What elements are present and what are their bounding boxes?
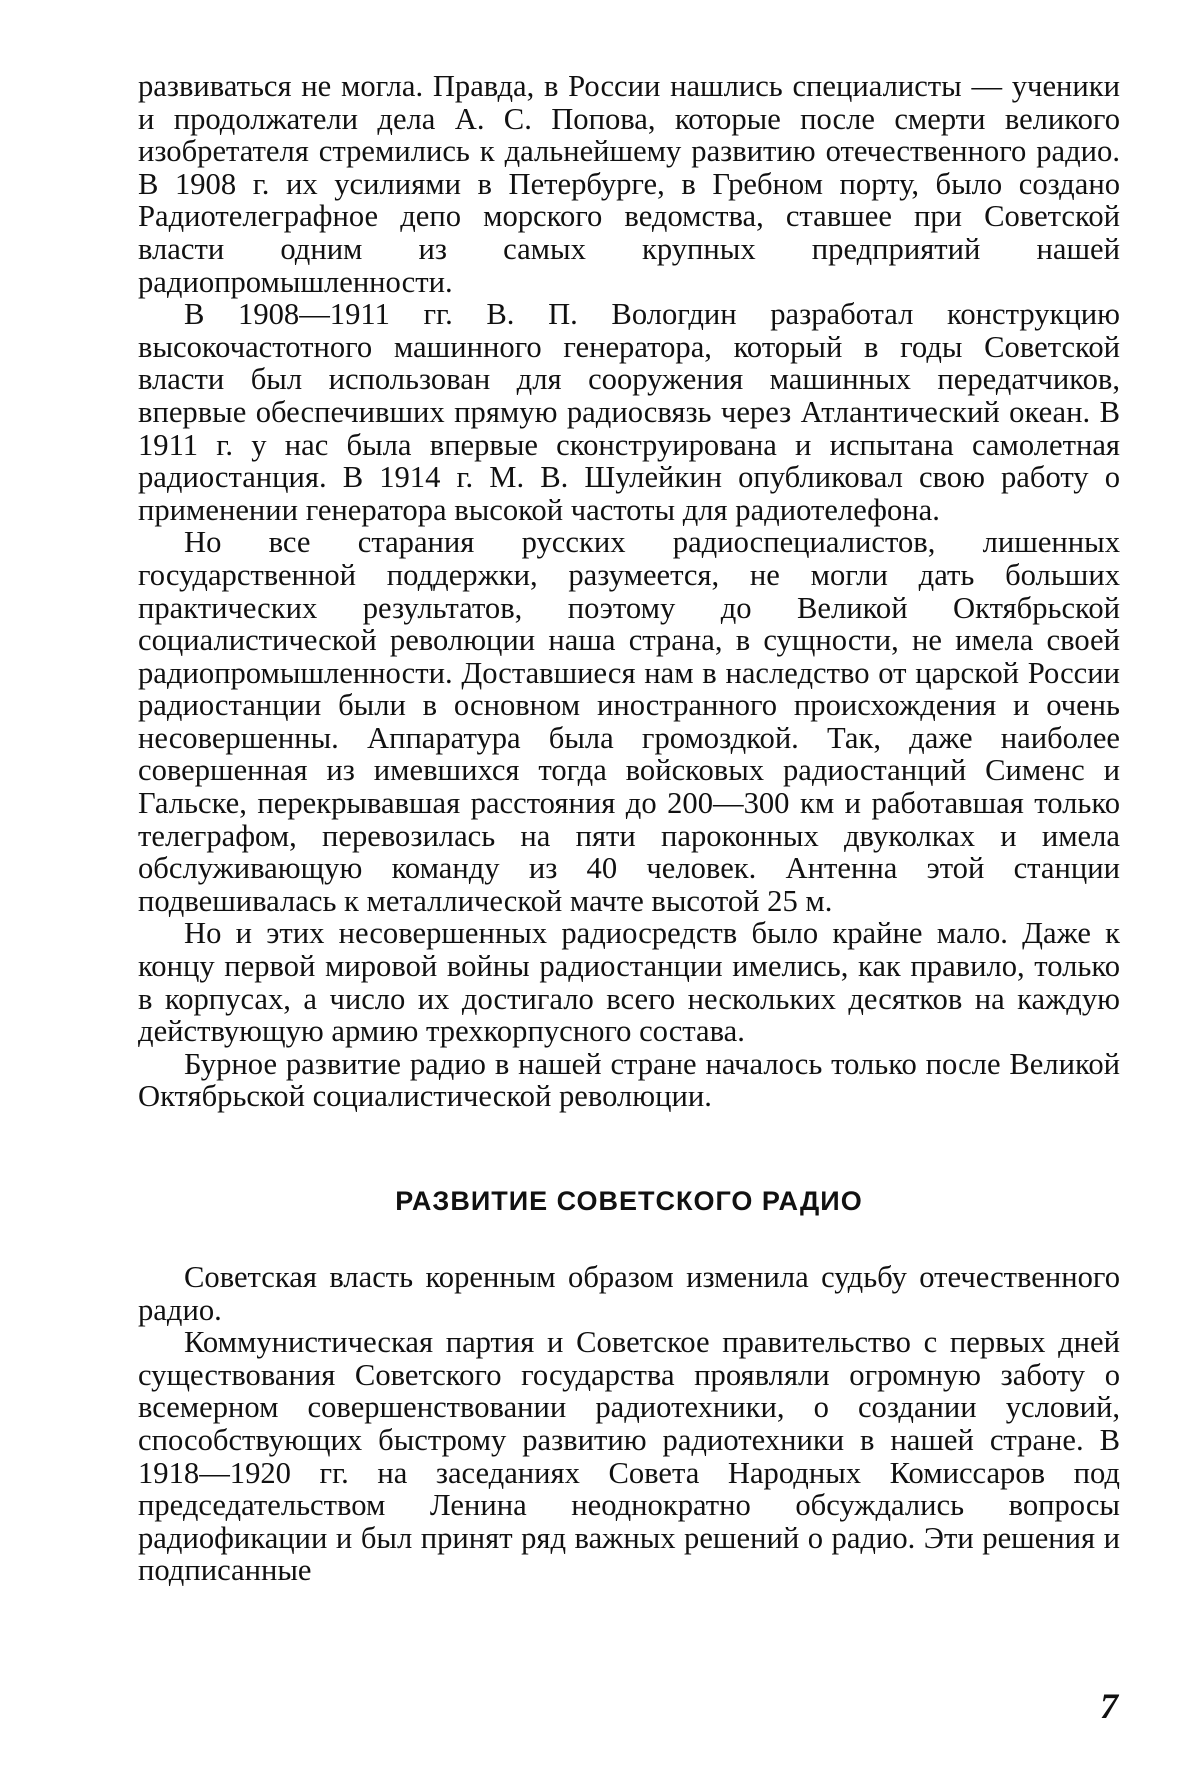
paragraph-scarcity: Но и этих несовершенных радиосредств было крайне мало. Даже к концу первой мировой войны радиостанции имелись, как правило, только в корпусах, а число их достигало всего нескольких десятков на каждую действующую армию трехкорпусного состава. bbox=[138, 916, 1120, 1049]
section-heading: РАЗВИТИЕ СОВЕТСКОГО РАДИО bbox=[395, 1186, 863, 1216]
body-text bbox=[138, 70, 1120, 1587]
paragraph-vologdin: В 1908—1911 гг. В. П. Вологдин разработал конструкцию высокочастотного машинного генератора, который в годы Советской власти был использован для сооружения машинных передатчиков, впервые обеспечивших прямую радиосвязь через Атлантический океан. В 1911 г. у нас была впервые сконструирована и испытана самолетная радиостанция. В 1914 г. М. В. Шулейкин опубликовал свою работу о применении генератора высокой частоты для радиотелефона. bbox=[138, 297, 1120, 527]
paragraph-efforts: Но все старания русских радиоспециалистов, лишенных государственной поддержки, разумеется, не могли дать больших практических результатов, поэтому до Великой Октябрьской социалистической революции наша страна, в сущности, не имела своей радиопромышленности. Доставшиеся нам в наследство от царской России радиостанции были в основном иностранного происхождения и очень несовершенны. Аппаратура была громоздкой. Так, даже наиболее совершенная из имевшихся тогда войсковых радиостанций Сименс и Гальске, перекрывавшая расстояния до 200—300 км и работавшая только телеграфом, перевозилась на пяти пароконных двуколках и имела обслуживающую команду из 40 человек. Антенна этой станции подвешивалась к металлической мачте высотой 25 м. bbox=[138, 525, 1120, 918]
paragraph-soviet-power: Советская власть коренным образом изменила судьбу отечественного радио. bbox=[138, 1260, 1120, 1327]
page-number: 7 bbox=[1100, 1686, 1118, 1726]
paragraph-continuation: развиваться не могла. Правда, в России нашлись специалисты — ученики и продолжатели дела А. С. Попова, которые после смерти великого изобретателя стремились к дальнейшему развитию отечественного радио. В 1908 г. их усилиями в Петербурге, в Гребном порту, было создано Радиотелеграфное депо морского ведомства, ставшее при Советской власти одним из самых крупных предприятий нашей радиопромышленности. bbox=[138, 69, 1120, 299]
paragraph-communist-party: Коммунистическая партия и Советское правительство с первых дней существования Советского государства проявляли огромную заботу о всемерном совершенствовании радиотехники, о создании условий, способствующих быстрому развитию радиотехники в нашей стране. В 1918—1920 гг. на заседаниях Совета Народных Комиссаров под председательством Ленина неоднократно обсуждались вопросы радиофикации и был принят ряд важных решений о радио. Эти решения и подписанные bbox=[138, 1325, 1120, 1588]
paragraph-rapid-development: Бурное развитие радио в нашей стране началось только после Великой Октябрьской социалистической революции. bbox=[138, 1046, 1120, 1114]
